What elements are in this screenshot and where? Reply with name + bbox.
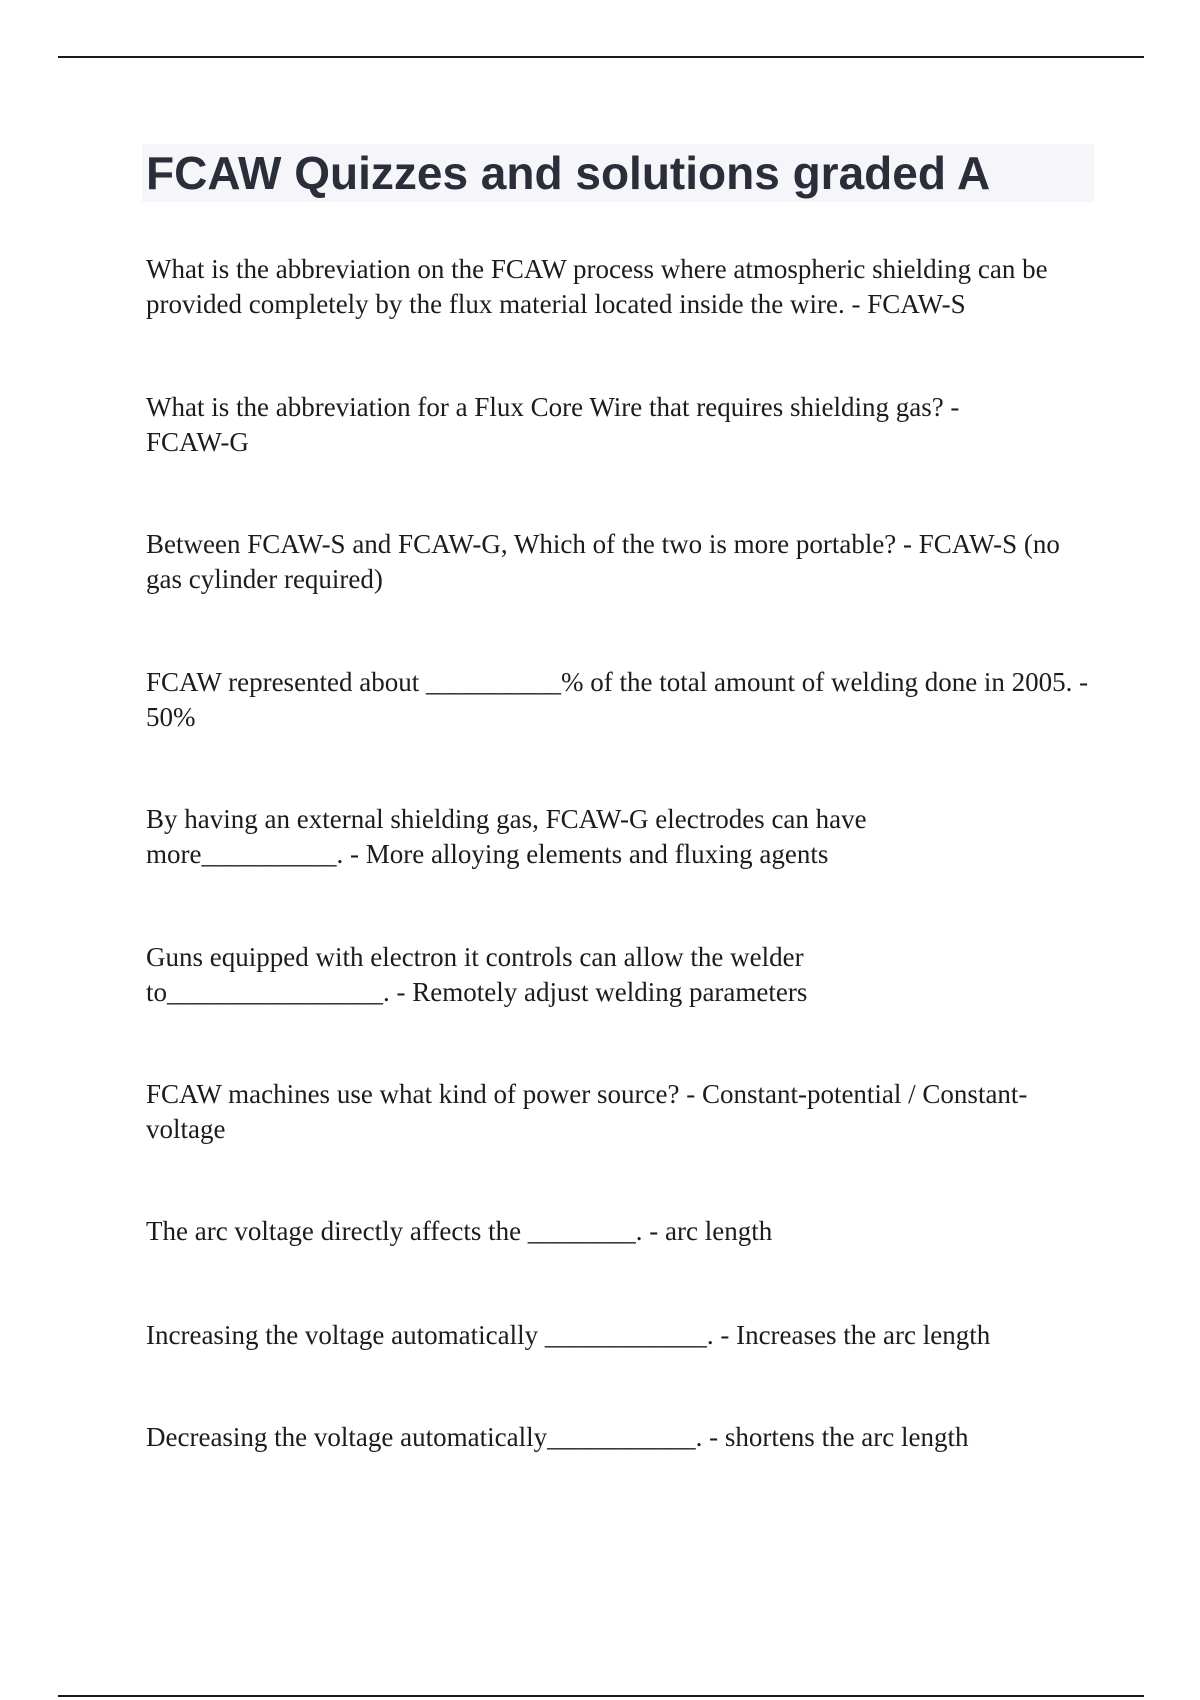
top-divider	[58, 56, 1144, 58]
qa-item-5: By having an external shielding gas, FCAW-G electrodes can have more__________. - More alloying elements and fluxing agents	[146, 804, 867, 869]
qa-item-9: Increasing the voltage automatically ____________. - Increases the arc length	[146, 1320, 991, 1350]
qa-item-6: Guns equipped with electron it controls can allow the welder to________________. - Remotely adjust welding parameters	[146, 942, 808, 1007]
document-title: FCAW Quizzes and solutions graded A	[146, 147, 991, 199]
qa-item-3: Between FCAW-S and FCAW-G, Which of the two is more portable? - FCAW-S (no gas cylinder required)	[146, 529, 1060, 594]
qa-item-1: What is the abbreviation on the FCAW process where atmospheric shielding can be provided completely by the flux material located inside the wire. - FCAW-S	[146, 254, 1048, 319]
qa-item-2: What is the abbreviation for a Flux Core Wire that requires shielding gas? - FCAW-G	[146, 392, 960, 457]
qa-item-10: Decreasing the voltage automatically___________. - shortens the arc length	[146, 1422, 969, 1452]
bottom-divider	[58, 1695, 1144, 1697]
qa-item-4: FCAW represented about __________% of the total amount of welding done in 2005. - 50%	[146, 667, 1089, 732]
qa-item-8: The arc voltage directly affects the ________. - arc length	[146, 1216, 773, 1246]
qa-item-7: FCAW machines use what kind of power source? - Constant-potential / Constant-voltage	[146, 1079, 1028, 1144]
